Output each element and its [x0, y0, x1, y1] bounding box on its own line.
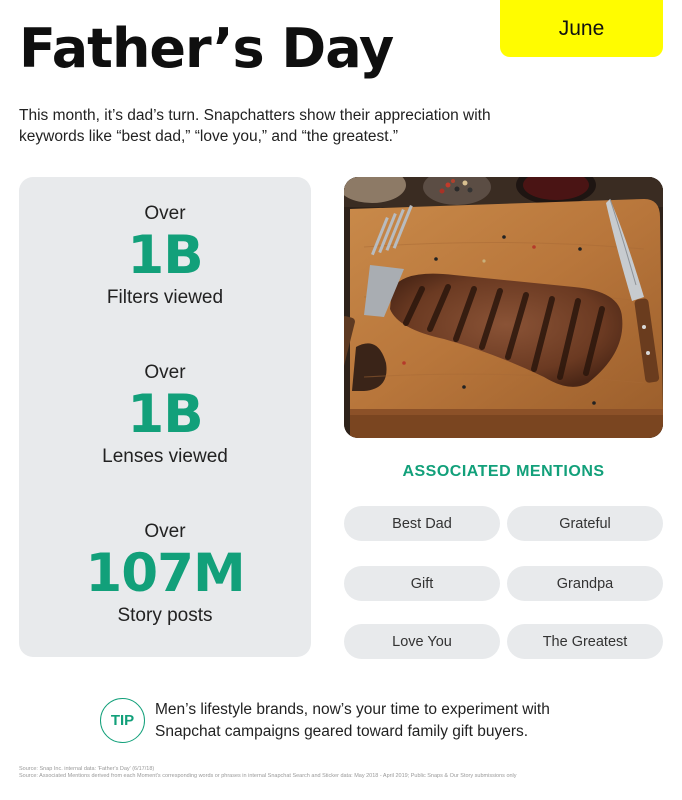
- stat-lenses: [19, 362, 311, 468]
- month-tag: [500, 0, 663, 57]
- source-note: Source: Associated Mentions derived from each Moment's corresponding words or phrases in internal Snapchat Search and Sticker data: May 2018 - April 2019; Public Snaps & Our Story submissions only: [19, 773, 517, 779]
- mention-pill: Gift: [344, 566, 500, 601]
- stat-story-posts: [19, 521, 311, 627]
- stat-prefix: Over: [144, 362, 186, 383]
- stats-panel: [19, 177, 311, 657]
- stat-prefix: Over: [144, 203, 186, 224]
- stat-value: 1B: [127, 225, 203, 286]
- mention-pill: Best Dad: [344, 506, 500, 541]
- stat-value: 107M: [85, 543, 245, 604]
- month-label: June: [558, 16, 605, 40]
- stat-label: Lenses viewed: [102, 446, 228, 467]
- stat-prefix: Over: [144, 521, 186, 542]
- mention-pill: Love You: [344, 624, 500, 659]
- intro-text: This month, it’s dad’s turn. Snapchatters show their appreciation with keywords like “best dad,” “love you,” and “the greatest.”: [19, 107, 491, 145]
- page-title: Father’s Day: [19, 17, 394, 80]
- stat-filters: [19, 203, 311, 309]
- stat-value: 1B: [127, 384, 203, 445]
- stat-label: Filters viewed: [106, 287, 224, 308]
- stat-label: Story posts: [117, 605, 213, 626]
- mentions-title: ASSOCIATED MENTIONS: [402, 463, 605, 480]
- tip-text: Men’s lifestyle brands, now’s your time to experiment with Snapchat campaigns geared toward family gift buyers.: [155, 701, 550, 740]
- mention-pill: The Greatest: [507, 624, 663, 659]
- mention-pill: Grandpa: [507, 566, 663, 601]
- mention-pill: Grateful: [507, 506, 663, 541]
- steak-photo: [344, 177, 663, 438]
- tip-badge-label: TIP: [110, 712, 135, 729]
- source-note: Source: Snap Inc. internal data: 'Father's Day' (6/17/18): [19, 766, 155, 772]
- tip-badge: [100, 698, 145, 743]
